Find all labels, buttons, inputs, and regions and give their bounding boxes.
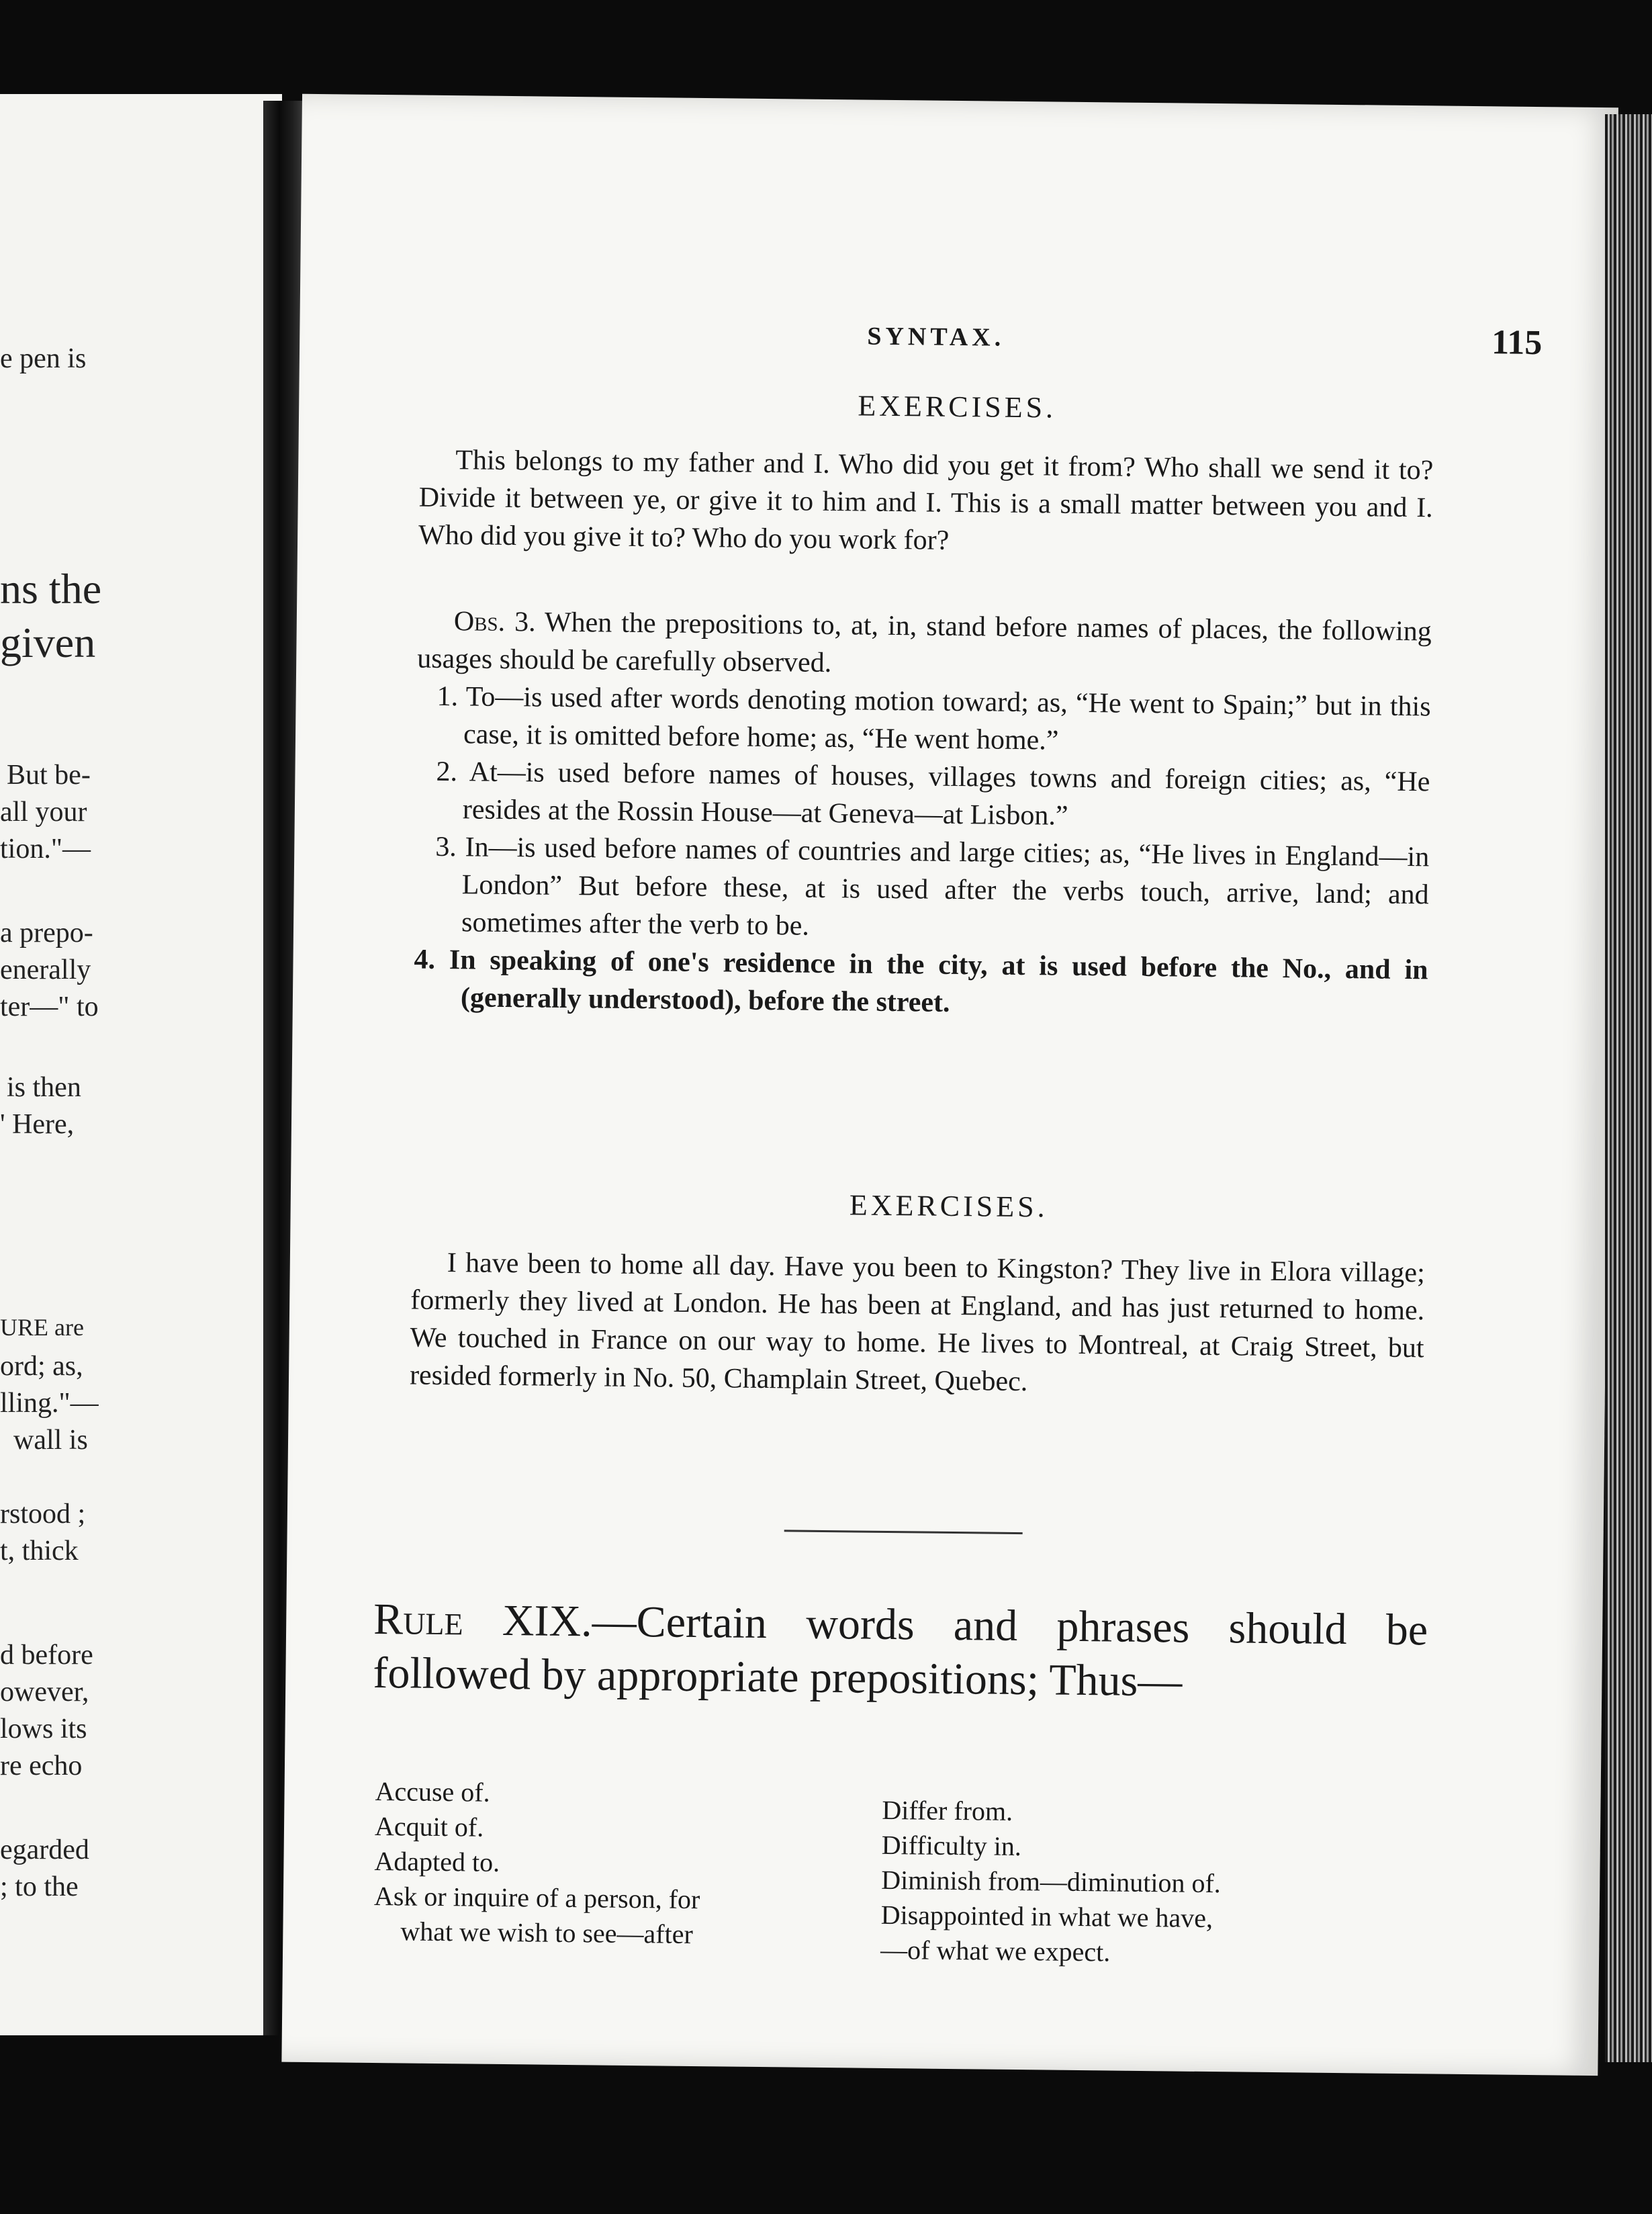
left-fragment: re echo: [0, 1751, 83, 1781]
item-number: 4.: [414, 944, 436, 975]
section-divider: [784, 1530, 1023, 1534]
exercises-paragraph-1: [418, 441, 1434, 565]
left-fragment: ter—" to: [0, 991, 99, 1022]
list-item: Ask or inquire of a person, for: [373, 1881, 700, 1915]
left-fragment: tion."—: [0, 834, 91, 865]
left-fragment: t, thick: [0, 1536, 79, 1566]
left-facing-page: [0, 94, 282, 2035]
left-fragment: given: [0, 619, 96, 666]
usage-item: [416, 753, 1430, 839]
left-fragment: ; to the: [0, 1871, 79, 1902]
exercise-text: I have been to home all day. Have you been to Kingston? They live in Elora village; formerly they lived at London. He has been at England, and has just returned to home. We touched in France on our way to home. He lives to Montreal, at Craig Street, but resided formerly in No. 50, Champlain Street, Quebec.: [409, 1247, 1426, 1398]
exercises-paragraph-2: [410, 1244, 1425, 1405]
list-item: Differ from.: [882, 1794, 1013, 1826]
left-fragment: lling."—: [0, 1388, 99, 1419]
left-fragment: egarded: [0, 1834, 89, 1865]
item-text: In speaking of one's residence in the city, at is used before the No., and in (generally understood), before the street.: [449, 944, 1428, 1018]
page-edges: [1605, 114, 1652, 2062]
list-item: Accuse of.: [375, 1776, 490, 1808]
left-fragment: all your: [0, 797, 87, 828]
usage-item: [416, 678, 1431, 764]
exercises-heading-2: EXERCISES.: [849, 1188, 1048, 1224]
obs-label: Obs. 3.: [453, 606, 536, 638]
item-number: 1.: [437, 680, 459, 713]
left-fragment: wall is: [13, 1425, 88, 1456]
list-item: what we wish to see—after: [400, 1916, 694, 1949]
rule-body: —Certain words and phrases should be followed by appropriate prepositions; Thus—: [373, 1597, 1428, 1706]
book-page: [281, 94, 1618, 2076]
observation-block: [414, 603, 1432, 1027]
left-fragment: rstood ;: [0, 1499, 86, 1530]
list-item: Difficulty in.: [881, 1829, 1022, 1862]
left-fragment: URE are: [0, 1314, 84, 1341]
running-title: SYNTAX.: [867, 322, 1005, 352]
running-head: [300, 316, 1616, 370]
preposition-list-right: [880, 1793, 1222, 1971]
list-item: Diminish from—diminution of.: [881, 1864, 1222, 1899]
list-item: Adapted to.: [374, 1846, 500, 1877]
left-fragment: is then: [7, 1072, 81, 1103]
left-fragment: a prepo-: [0, 918, 93, 948]
list-item: Disappointed in what we have,: [880, 1899, 1213, 1934]
left-fragment: ns the: [0, 565, 102, 613]
observation-text: [417, 603, 1432, 689]
rule-statement: [373, 1593, 1428, 1711]
left-fragment: ord; as,: [0, 1351, 83, 1382]
obs-body: When the prepositions to, at, in, stand before names of places, the following usages should be carefully observed.: [417, 607, 1432, 679]
usage-item: [414, 828, 1430, 952]
left-fragment: d before: [0, 1640, 93, 1671]
list-item: —of what we expect.: [880, 1934, 1111, 1967]
left-fragment: owever,: [0, 1677, 89, 1708]
item-number: 2.: [436, 756, 458, 788]
rule-label: Rule XIX.: [373, 1594, 593, 1646]
usage-item: [414, 941, 1428, 1027]
exercises-heading-1: EXERCISES.: [858, 389, 1057, 425]
item-text: At—is used before names of houses, villages towns and foreign cities; as, “He resides at the Rossin House—at Geneva—at Lisbon.”: [462, 756, 1430, 832]
preposition-list-left: [373, 1774, 701, 1952]
left-fragment: But be-: [7, 760, 91, 791]
item-text: In—is used before names of countries and large cities; as, “He lives in England—in London” But before these, at is used after the verbs touch, arrive, land; and sometimes after the verb to be.: [461, 832, 1430, 942]
exercise-text: This belongs to my father and I. Who did you get it from? Who shall we send it to? Divide it between ye, or give it to him and I. This is a small matter between you and I. Who did you give it to? Who do you work for?: [418, 445, 1434, 556]
left-fragment: e pen is: [0, 343, 87, 374]
item-number: 3.: [435, 831, 457, 863]
page-number: 115: [1491, 323, 1543, 363]
left-fragment: lows its: [0, 1714, 87, 1744]
left-fragment: ' Here,: [0, 1109, 75, 1140]
item-text: To—is used after words denoting motion toward; as, “He went to Spain;” but in this case, it is omitted before home; as, “He went home.”: [463, 681, 1431, 756]
left-fragment: enerally: [0, 955, 91, 985]
list-item: Acquit of.: [374, 1811, 484, 1843]
